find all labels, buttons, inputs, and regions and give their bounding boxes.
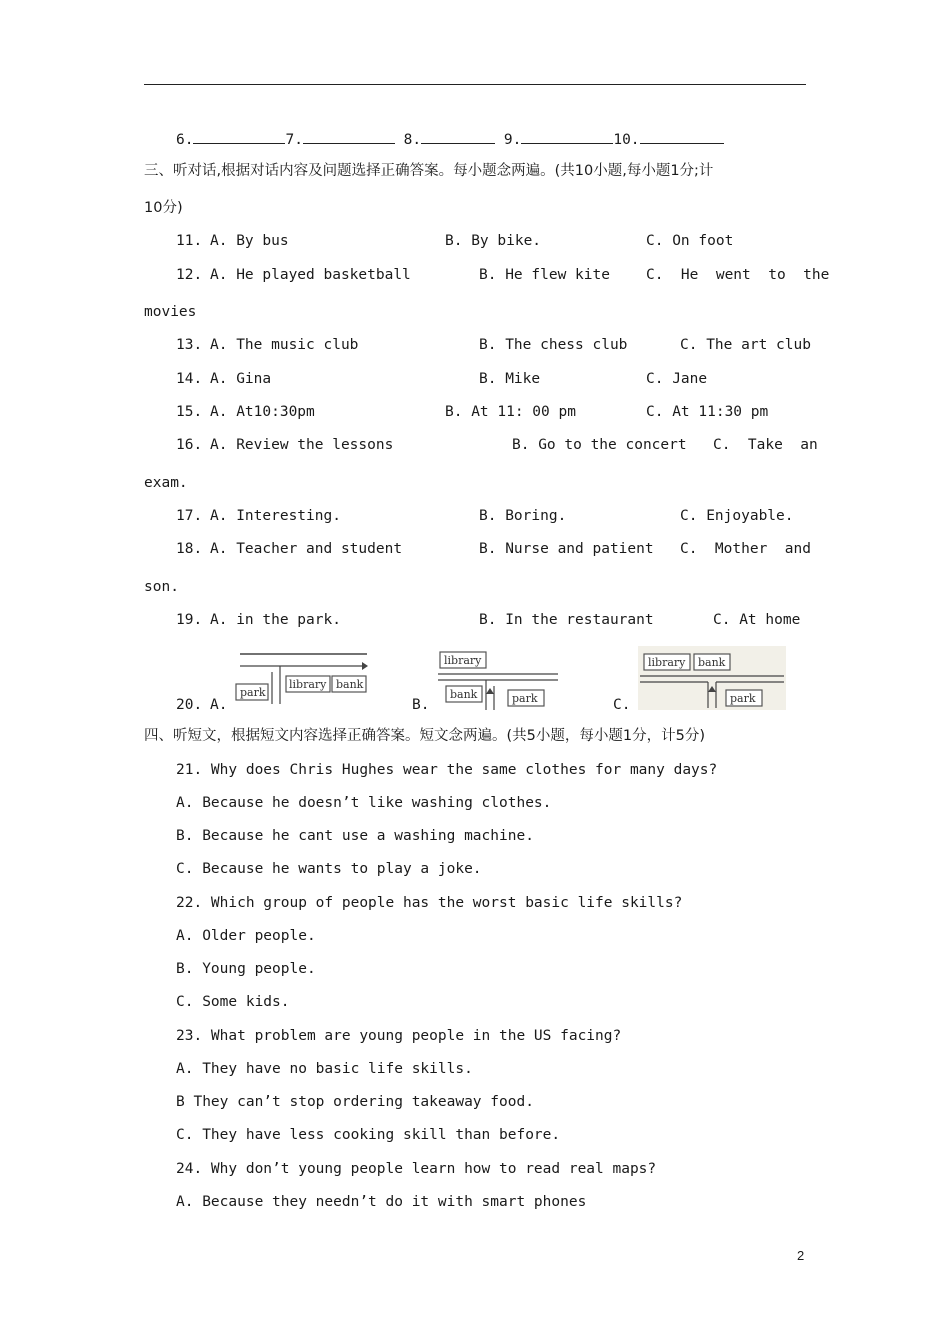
blank-label-7: 7. (285, 132, 303, 148)
answer-blanks-row (176, 129, 724, 149)
question-num-20: 20. (176, 697, 203, 713)
blank-label-9: 9. (503, 132, 522, 148)
map-b-park-label: park (512, 692, 538, 705)
q16-option-c-cont: exam. (144, 475, 188, 491)
q18-option-c-cont: son. (144, 579, 179, 595)
question-num-17: 17. (176, 508, 203, 524)
q19-option-a[interactable]: A. in the park. (210, 612, 341, 628)
q18-option-c[interactable]: C. Mother and (680, 541, 811, 557)
blank-label-10: 10. (613, 132, 640, 148)
section4-heading: 四、听短文，根据短文内容选择正确答案。短文念两遍。(共5小题，每小题1分，计5分) (144, 728, 705, 744)
answer-blank-7[interactable] (303, 129, 395, 144)
map-c-park-label: park (730, 692, 756, 705)
answer-blank-9[interactable] (521, 129, 613, 144)
question-num-19: 19. (176, 612, 203, 628)
q24-question: 24. Why don’t young people learn how to read real maps? (176, 1161, 657, 1177)
answer-blank-8[interactable] (421, 129, 495, 144)
map-a-bank-label: bank (336, 678, 364, 691)
map-c-bank-label: bank (698, 656, 726, 669)
q23-question: 23. What problem are young people in the US facing? (176, 1028, 622, 1044)
q14-option-c[interactable]: C. Jane (646, 371, 708, 387)
q13-option-c[interactable]: C. The art club (680, 337, 811, 353)
map-b-library-label: library (444, 654, 482, 667)
section3-heading-cont: 10分) (144, 200, 183, 216)
q18-option-a[interactable]: A. Teacher and student (210, 541, 403, 557)
q15-option-a[interactable]: A. At10:30pm (210, 404, 315, 420)
q12-option-c[interactable]: C. He went to the (646, 267, 830, 283)
q23-option-a[interactable]: A. They have no basic life skills. (176, 1061, 473, 1077)
question-num-16: 16. (176, 437, 203, 453)
q18-option-b[interactable]: B. Nurse and patient (479, 541, 654, 557)
map-b-bank-label: bank (450, 688, 478, 701)
q21-option-c[interactable]: C. Because he wants to play a joke. (176, 861, 482, 877)
q17-option-a[interactable]: A. Interesting. (210, 508, 341, 524)
question-num-18: 18. (176, 541, 203, 557)
q20-option-a-label[interactable]: A. (210, 697, 228, 713)
q19-option-c[interactable]: C. At home (713, 612, 801, 628)
q15-option-c[interactable]: C. At 11:30 pm (646, 404, 769, 420)
q20-map-c[interactable] (638, 646, 786, 710)
question-num-12: 12. (176, 267, 203, 283)
q22-option-a[interactable]: A. Older people. (176, 928, 316, 944)
q17-option-c[interactable]: C. Enjoyable. (680, 508, 794, 524)
blank-label-6: 6. (176, 132, 194, 148)
blank-label-8: 8. (403, 132, 422, 148)
q16-option-b[interactable]: B. Go to the concert (512, 437, 687, 453)
q19-option-b[interactable]: B. In the restaurant (479, 612, 654, 628)
header-rule (144, 84, 806, 85)
question-num-15: 15. (176, 404, 203, 420)
q12-option-a[interactable]: A. He played basketball (210, 267, 411, 283)
q15-option-b[interactable]: B. At 11: 00 pm (445, 404, 576, 420)
q23-option-b[interactable]: B They can’t stop ordering takeaway food. (176, 1094, 534, 1110)
q13-option-a[interactable]: A. The music club (210, 337, 359, 353)
q22-question: 22. Which group of people has the worst basic life skills? (176, 895, 683, 911)
q22-option-c[interactable]: C. Some kids. (176, 994, 290, 1010)
map-a-library-label: library (289, 678, 327, 691)
q22-option-b[interactable]: B. Young people. (176, 961, 316, 977)
q14-option-b[interactable]: B. Mike (479, 371, 541, 387)
question-num-11: 11. (176, 233, 203, 249)
q21-question: 21. Why does Chris Hughes wear the same clothes for many days? (176, 762, 718, 778)
q21-option-a[interactable]: A. Because he doesn’t like washing clothes. (176, 795, 552, 811)
q12-option-c-cont: movies (144, 304, 197, 320)
question-num-14: 14. (176, 371, 203, 387)
q13-option-b[interactable]: B. The chess club (479, 337, 628, 353)
map-a-park-label: park (240, 686, 266, 699)
q12-option-b[interactable]: B. He flew kite (479, 267, 610, 283)
section3-heading: 三、听对话,根据对话内容及问题选择正确答案。每小题念两遍。(共10小题,每小题1分;计 (144, 163, 714, 179)
q14-option-a[interactable]: A. Gina (210, 371, 272, 387)
q24-option-a[interactable]: A. Because they needn’t do it with smart phones (176, 1194, 587, 1210)
answer-blank-10[interactable] (640, 129, 724, 144)
answer-blank-6[interactable] (193, 129, 285, 144)
q20-map-a[interactable] (232, 648, 372, 708)
q20-map-b[interactable] (436, 648, 560, 712)
q11-option-c[interactable]: C. On foot (646, 233, 734, 249)
q17-option-b[interactable]: B. Boring. (479, 508, 567, 524)
q16-option-c[interactable]: C. Take an (713, 437, 818, 453)
q23-option-c[interactable]: C. They have less cooking skill than before. (176, 1127, 561, 1143)
q21-option-b[interactable]: B. Because he cant use a washing machine. (176, 828, 534, 844)
q20-option-c-label[interactable]: C. (613, 697, 631, 713)
map-c-library-label: library (648, 656, 686, 669)
q11-option-a[interactable]: A. By bus (210, 233, 289, 249)
q20-option-b-label[interactable]: B. (412, 697, 430, 713)
question-num-13: 13. (176, 337, 203, 353)
q11-option-b[interactable]: B. By bike. (445, 233, 542, 249)
page-number: 2 (797, 1248, 805, 1263)
q16-option-a[interactable]: A. Review the lessons (210, 437, 394, 453)
